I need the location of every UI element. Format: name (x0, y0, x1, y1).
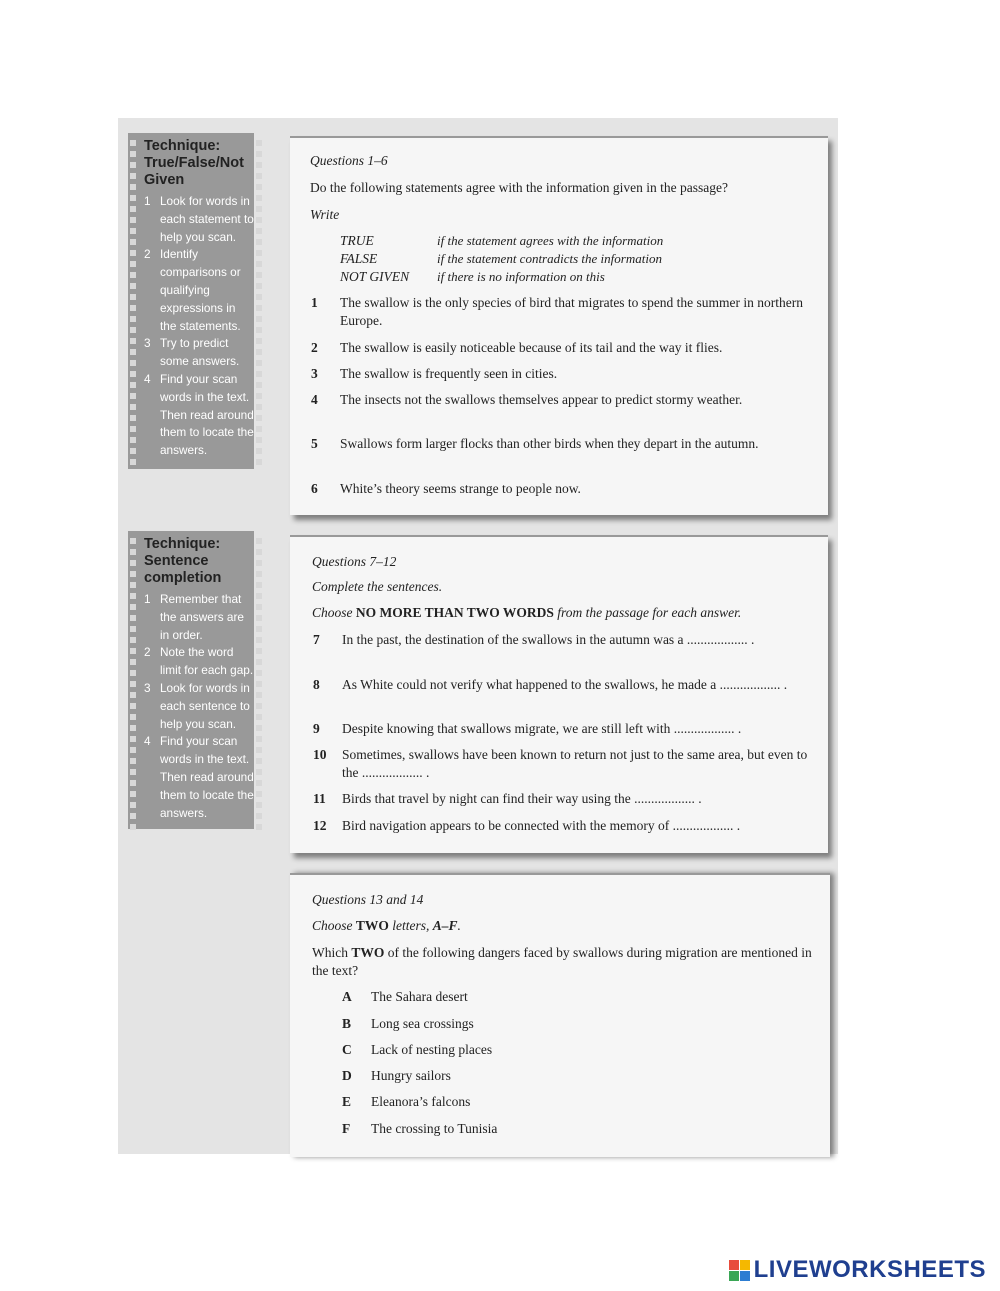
key-desc: if there is no information on this (437, 269, 605, 284)
question-number: 11 (313, 791, 326, 806)
question-text: Despite knowing that swallows migrate, we are still left with .................. . (342, 721, 742, 736)
technique-list (144, 193, 254, 460)
question-number: 7 (313, 632, 320, 647)
question-number: 5 (311, 436, 318, 451)
question-number: 4 (311, 392, 318, 407)
section-title: Questions 1–6 (310, 153, 388, 168)
option-letter: D (342, 1068, 352, 1083)
question-text: The swallow is frequently seen in cities. (340, 366, 558, 381)
option-letter: B (342, 1016, 352, 1031)
question-text: Sometimes, swallows have been known to return not just to the same area, but even to the .................. . (342, 747, 808, 780)
technique-item: 1 Remember that the answers are in order. (144, 592, 244, 642)
film-strip-left (130, 538, 137, 835)
logo-text: LIVEWORKSHEETS (753, 1256, 986, 1283)
key-desc: if the statement contradicts the information (437, 251, 662, 266)
section-title: Questions 13 and 14 (312, 892, 424, 907)
question-text: Swallows form larger flocks than other birds when they depart in the autumn. (340, 436, 759, 451)
option-letter: C (342, 1042, 352, 1057)
film-strip-left (130, 140, 137, 470)
technique-item: 3 Look for words in each sentence to help you scan. (144, 680, 250, 731)
film-strip-right (256, 140, 263, 470)
question-number: 10 (313, 747, 327, 762)
question-text: The swallow is the only species of bird that migrates to spend the summer in northern Europe. (340, 295, 804, 328)
option-text: The Sahara desert (371, 989, 468, 1004)
technique-item: 1 Look for words in each statement to help you scan. (144, 194, 254, 244)
option-letter: A (342, 989, 352, 1004)
option-text: Hungry sailors (371, 1068, 451, 1083)
question-text: Birds that travel by night can find their way using the .................. . (342, 791, 702, 806)
film-strip-right (256, 538, 263, 835)
technique-box-sentence-completion (128, 531, 254, 829)
technique-item: 2 Note the word limit for each gap. (144, 645, 254, 678)
technique-item: 2 Identify comparisons or qualifying expressions in the statements. (144, 247, 241, 333)
option-letter: F (342, 1121, 351, 1136)
question-number: 6 (311, 481, 318, 496)
question-text: As White could not verify what happened to the swallows, he made a .................. . (342, 677, 788, 692)
option-text: Long sea crossings (371, 1016, 474, 1031)
logo-icon (729, 1260, 750, 1281)
key-desc: if the statement agrees with the information (437, 233, 664, 248)
key-term: FALSE (340, 251, 378, 266)
question-number: 12 (313, 818, 327, 833)
write-label: Write (310, 207, 340, 222)
section-title: Questions 7–12 (312, 554, 397, 569)
question-number: 1 (311, 295, 318, 310)
question-text: In the past, the destination of the swallows in the autumn was a .................. . (342, 632, 755, 647)
option-text: The crossing to Tunisia (371, 1121, 498, 1136)
question-number: 8 (313, 677, 320, 692)
question-text: The insects not the swallows themselves appear to predict stormy weather. (340, 392, 743, 407)
technique-item: 4 Find your scan words in the text. Then read around them to locate the answers. (144, 371, 254, 458)
technique-title: Technique: Sentence completion (144, 536, 222, 586)
question-text: The swallow is easily noticeable because of its tail and the way it flies. (340, 340, 723, 355)
technique-item: 4 Find your scan words in the text. Then read around them to locate the answers. (144, 734, 254, 820)
question-stem: Which TWO of the following dangers faced by swallows during migration are mentioned in the text? (312, 945, 812, 978)
section-instruction: Choose NO MORE THAN TWO WORDS from the passage for each answer. (312, 605, 742, 620)
key-term: NOT GIVEN (340, 269, 410, 284)
section-instruction: Do the following statements agree with the information given in the passage? (310, 180, 729, 195)
technique-list (144, 591, 254, 822)
question-number: 2 (311, 340, 318, 355)
liveworksheets-logo (729, 1256, 986, 1284)
section-instruction: Choose TWO letters, A–F. (312, 918, 461, 933)
question-text: Bird navigation appears to be connected with the memory of .................. . (342, 818, 741, 833)
option-text: Eleanora’s falcons (371, 1094, 471, 1109)
technique-item: 3 Try to predict some answers. (144, 336, 240, 369)
question-number: 3 (311, 366, 318, 381)
option-text: Lack of nesting places (371, 1042, 493, 1057)
question-number: 9 (313, 721, 320, 736)
technique-box-true-false (128, 133, 254, 469)
technique-title: Technique: True/False/Not Given (144, 138, 244, 188)
option-letter: E (342, 1094, 352, 1109)
key-term: TRUE (340, 233, 374, 248)
question-text: White’s theory seems strange to people now. (340, 481, 581, 496)
section-instruction: Complete the sentences. (312, 579, 443, 594)
